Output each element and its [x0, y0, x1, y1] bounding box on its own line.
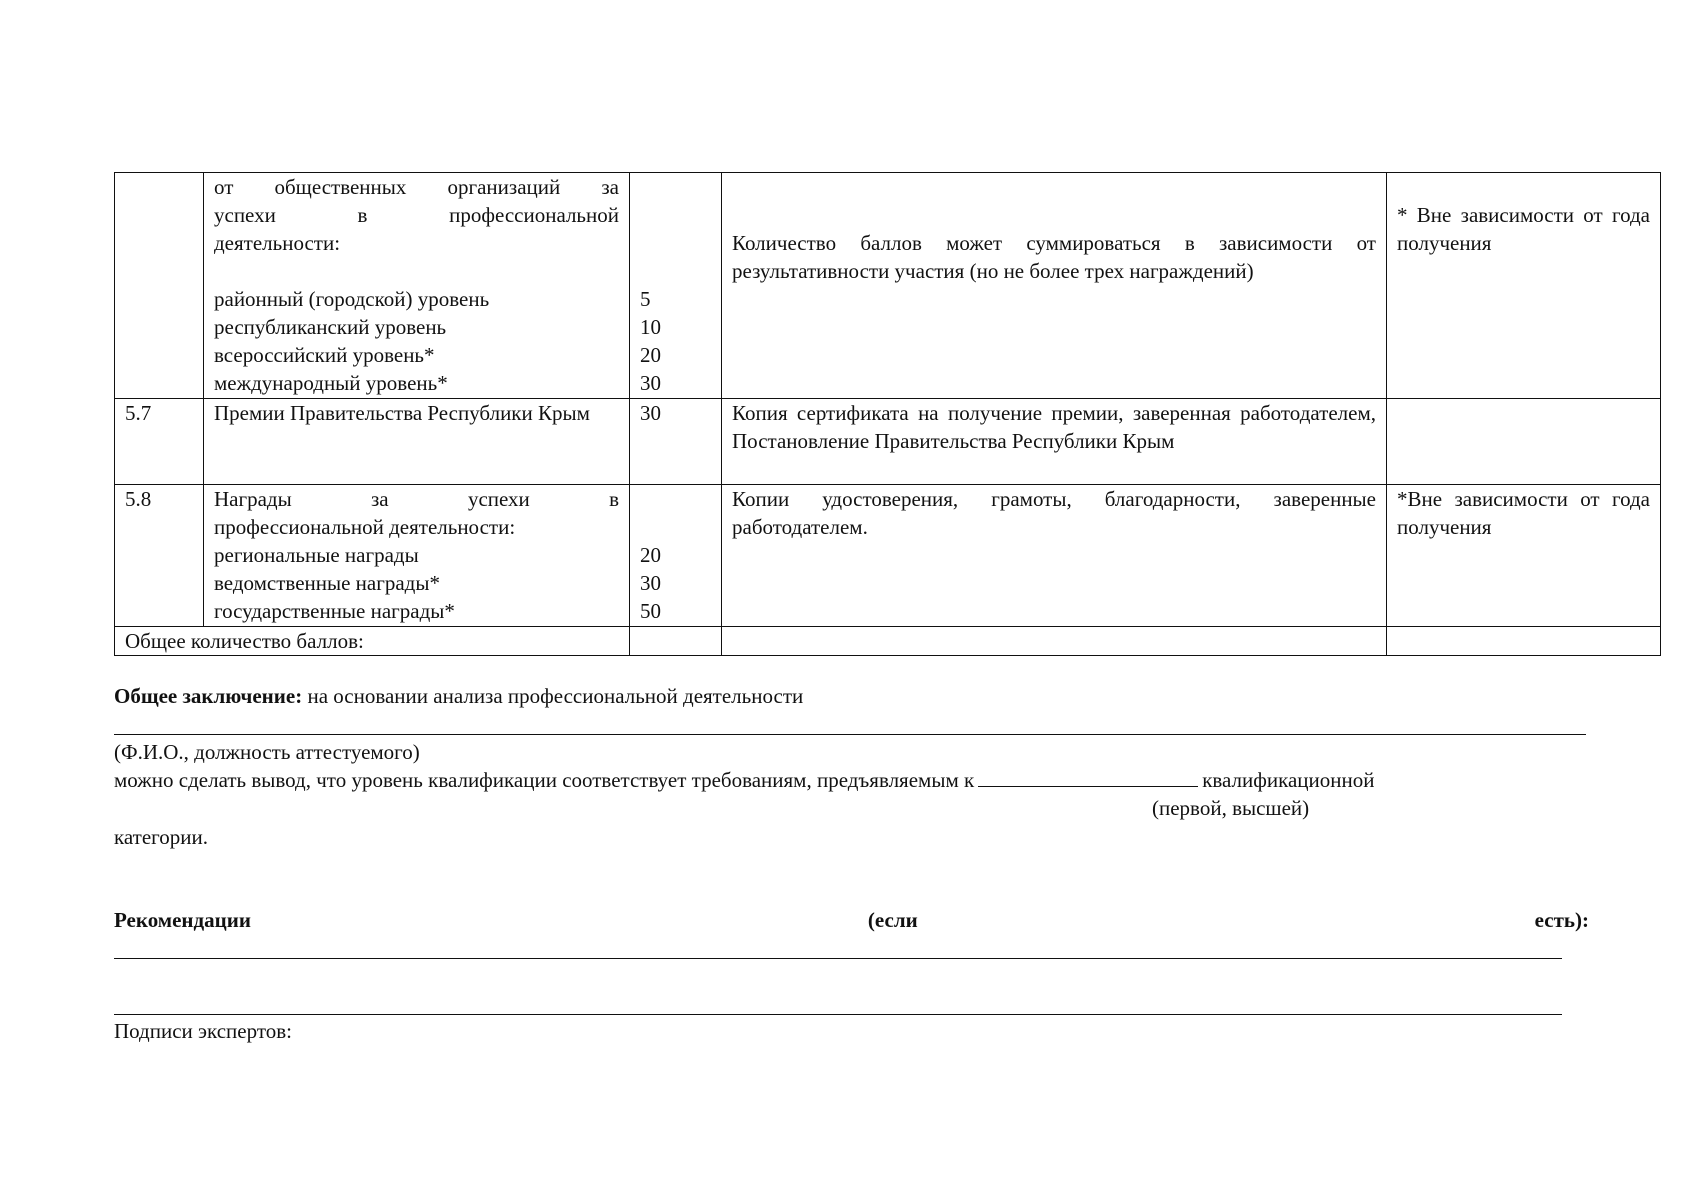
fio-caption: (Ф.И.О., должность аттестуемого): [114, 740, 420, 764]
verdict-end: категории.: [114, 825, 208, 849]
verdict-line: [114, 766, 1375, 794]
criterion-line: Награды за успехи в: [214, 487, 619, 511]
verdict-after: квалификационной: [1202, 768, 1375, 792]
points-cell: [630, 173, 722, 399]
note-text: * Вне зависимости от года получения: [1397, 203, 1650, 255]
level-label: государственные награды*: [214, 599, 455, 623]
recommendations-heading: Рекомендации (если есть):: [114, 908, 1589, 932]
table-row: [115, 173, 1661, 399]
criterion-cell: [204, 485, 630, 627]
criterion-cell: [204, 173, 630, 399]
total-label: Общее количество баллов:: [115, 627, 630, 656]
confirmation-text: Количество баллов может суммироваться в зависимости от результативности участия (но не более трех награждений): [732, 231, 1376, 283]
total-points-cell: [630, 627, 722, 656]
level-label: региональные награды: [214, 543, 419, 567]
level-label: республиканский уровень: [214, 315, 447, 339]
points-value: 5: [640, 287, 651, 311]
conclusion-heading: Общее заключение:: [114, 684, 303, 708]
points-value: 30: [630, 399, 722, 485]
level-label: ведомственные награды*: [214, 571, 440, 595]
level-label: всероссийский уровень*: [214, 343, 435, 367]
table-row-total: [115, 627, 1661, 656]
points-value: 10: [640, 315, 661, 339]
table-row: [115, 399, 1661, 485]
confirmation-cell: Копия сертификата на получение премии, заверенная работодателем, Постановление Правительства Республики Крым: [722, 399, 1387, 485]
total-note-cell: [1387, 627, 1661, 656]
category-blank[interactable]: [978, 766, 1198, 787]
total-confirmation-cell: [722, 627, 1387, 656]
fio-underline: [114, 734, 1586, 735]
points-value: 30: [640, 371, 661, 395]
criterion-line: успехи в профессиональной: [214, 203, 619, 227]
verdict-text: можно сделать вывод, что уровень квалификации соответствует требованиям, предъявляемым к: [114, 768, 975, 792]
points-value: 20: [640, 543, 661, 567]
criterion-cell: Премии Правительства Республики Крым: [204, 399, 630, 485]
row-number: 5.8: [115, 485, 204, 627]
note-cell: [1387, 173, 1661, 399]
conclusion-line: [114, 682, 803, 710]
points-cell: [630, 485, 722, 627]
recommendations-line-2: [114, 1014, 1562, 1015]
row-number: 5.7: [115, 399, 204, 485]
conclusion-text: на основании анализа профессиональной деятельности: [302, 684, 804, 708]
criterion-line: деятельности:: [214, 231, 341, 255]
points-value: 30: [640, 571, 661, 595]
points-value: 20: [640, 343, 661, 367]
points-value: 50: [640, 599, 661, 623]
criterion-line: от общественных организаций за: [214, 175, 619, 199]
confirmation-cell: Копии удостоверения, грамоты, благодарности, заверенные работодателем.: [722, 485, 1387, 627]
criteria-table: [114, 172, 1661, 656]
level-label: международный уровень*: [214, 371, 448, 395]
level-label: районный (городской) уровень: [214, 287, 490, 311]
blank-caption: (первой, высшей): [1152, 796, 1310, 820]
note-cell: *Вне зависимости от года получения: [1387, 485, 1661, 627]
criterion-line: профессиональной деятельности:: [214, 515, 516, 539]
confirmation-cell: [722, 173, 1387, 399]
recommendations-line-1: [114, 958, 1562, 959]
note-cell: [1387, 399, 1661, 485]
table-row: [115, 485, 1661, 627]
row-number: [115, 173, 204, 399]
signatures-label: Подписи экспертов:: [114, 1019, 292, 1043]
